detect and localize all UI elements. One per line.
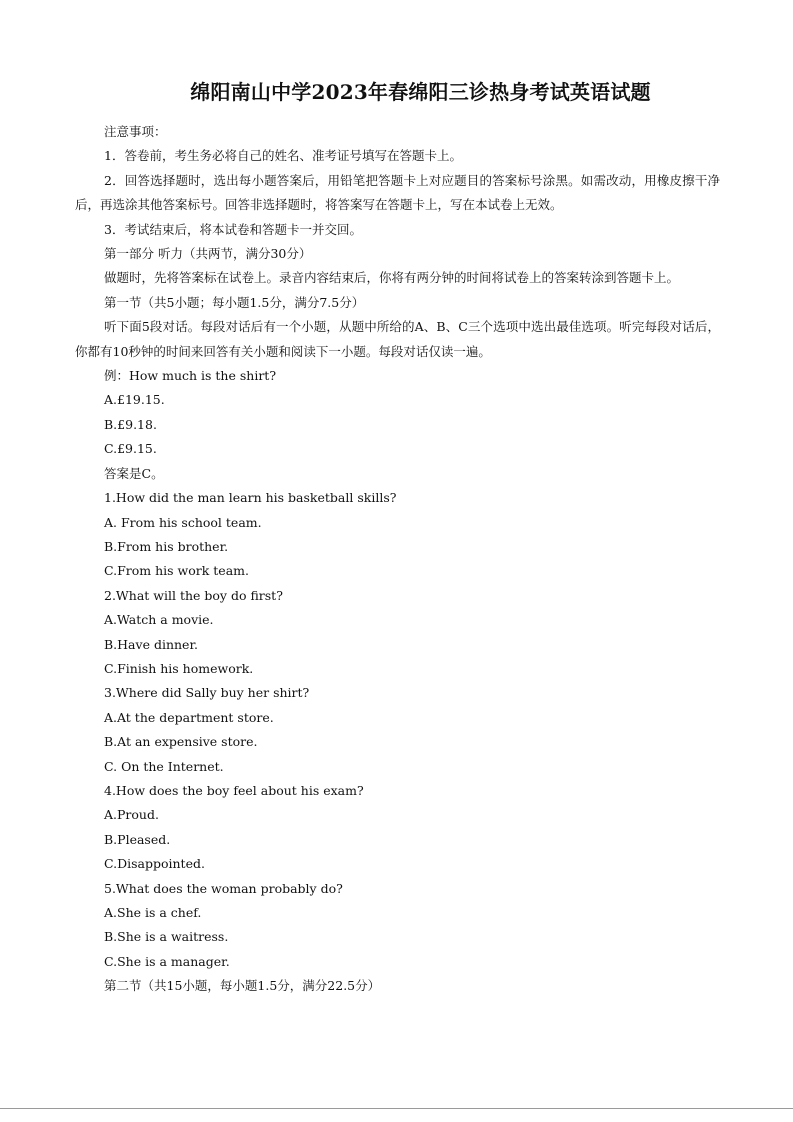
question-1: 1.How did the man learn his basketball skills? (104, 490, 397, 506)
section1-instruction: 听下面5段对话。每段对话后有一个小题，从题中所给的A、B、C三个选项中选出最佳选项。听完每段对话后，你都有10秒钟的时间来回答有关小题和阅读下一小题。每段对话仅读一遍。 (75, 319, 720, 359)
question-option: C.Finish his homework. (104, 660, 254, 676)
question-option: A.At the department store. (104, 709, 274, 725)
part1-heading: 第一部分 听力（共两节，满分30分） (104, 246, 312, 262)
section1-heading: 第一节（共5小题；每小题1.5分，满分7.5分） (104, 294, 365, 310)
question-option: A.She is a chef. (104, 905, 202, 920)
question-3: 3.Where did Sally buy her shirt? (104, 685, 310, 701)
notice-item: 3．考试结束后，将本试卷和答题卡一并交回。 (104, 221, 362, 237)
notice-item: 2．回答选择题时，选出每小题答案后，用铅笔把答题卡上对应题目的答案标号涂黑。如需改动，用橡皮擦干净后，再选涂其他答案标号。回答非选择题时，将答案写在答题卡上，写在本试卷上无效。 (75, 172, 720, 213)
notice-item: 1．答卷前，考生务必将自己的姓名、准考证号填写在答题卡上。 (104, 148, 462, 164)
example-option: B.£9.18. (104, 416, 157, 432)
question-option: B.Have dinner. (104, 636, 199, 652)
question-option: B.Pleased. (104, 831, 171, 847)
document-body (75, 120, 720, 999)
question-option: C.She is a manager. (104, 953, 230, 969)
section2-heading: 第二节（共15小题，每小题1.5分，满分22.5分） (104, 978, 381, 994)
question-4: 4.How does the boy feel about his exam? (104, 782, 364, 798)
question-option: C.From his work team. (104, 563, 249, 579)
part1-instruction: 做题时，先将答案标在试卷上。录音内容结束后，你将有两分钟的时间将试卷上的答案转涂到答题卡上。 (104, 270, 680, 286)
example-option: C.£9.15. (104, 441, 157, 457)
question-option: C. On the Internet. (104, 758, 224, 774)
question-2: 2.What will the boy do first? (104, 587, 283, 603)
question-option: A.Watch a movie. (104, 612, 214, 628)
question-5: 5.What does the woman probably do? (104, 880, 343, 896)
question-option: A.Proud. (104, 807, 159, 823)
question-option: A. From his school team. (104, 514, 262, 530)
example-option: A.£19.15. (104, 392, 165, 408)
example-answer: 答案是C。 (104, 465, 164, 481)
question-option: B.She is a waitress. (104, 929, 229, 945)
example-question: 例：How much is the shirt? (104, 368, 277, 384)
page-title: 绵阳南山中学2023年春绵阳三诊热身考试英语试题 (190, 80, 651, 104)
page-bottom-divider (0, 1108, 793, 1109)
question-option: B.At an expensive store. (104, 734, 258, 750)
notice-heading: 注意事项： (104, 124, 167, 139)
question-option: B.From his brother. (104, 538, 229, 554)
question-option: C.Disappointed. (104, 856, 205, 872)
